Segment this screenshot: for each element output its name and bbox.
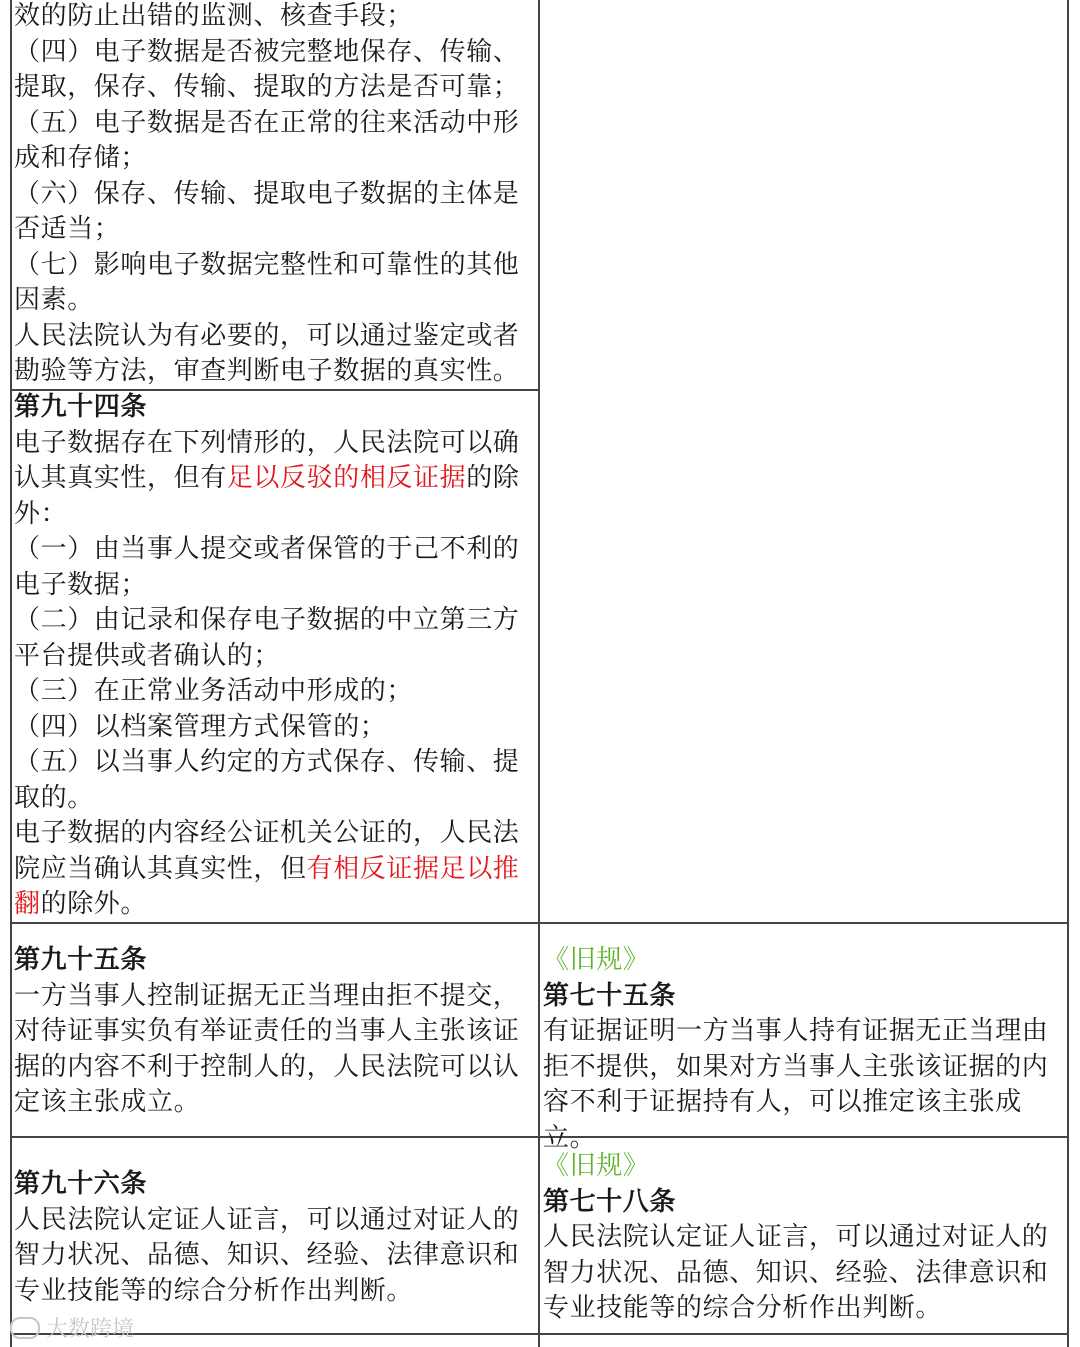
article-94-cell bbox=[14, 390, 536, 923]
list-item: （二）由记录和保存电子数据的中立第三方平台提供或者确认的； bbox=[14, 605, 520, 671]
watermark bbox=[10, 1312, 134, 1343]
table-border-middle bbox=[538, 0, 540, 1347]
article-text: 一方当事人控制证据无正当理由拒不提交，对待证事实负有举证责任的当事人主张该证据的内容不利于控制人的，人民法院可以认定该主张成立。 bbox=[14, 980, 520, 1117]
article-95-cell bbox=[14, 943, 536, 1121]
watermark-logo-icon bbox=[10, 1317, 40, 1339]
row1-left-cell bbox=[14, 0, 536, 390]
list-item: （五）以当事人约定的方式保存、传输、提取的。 bbox=[14, 747, 520, 813]
clause-line: （四）电子数据是否被完整地保存、传输、提取，保存、传输、提取的方法是否可靠； bbox=[14, 36, 520, 102]
list-item: （四）以档案管理方式保管的； bbox=[14, 711, 387, 742]
article-text: 人民法院认定证人证言，可以通过对证人的智力状况、品德、知识、经验、法律意识和专业技能等的综合分析作出判断。 bbox=[543, 1222, 1049, 1323]
table-border-left bbox=[10, 0, 12, 1347]
article-96-cell bbox=[14, 1167, 536, 1309]
old-rule-tag: 《旧规》 bbox=[543, 1151, 650, 1181]
article-title: 第七十五条 bbox=[543, 980, 677, 1011]
highlight-text: 有相反证据足以推翻 bbox=[14, 853, 520, 919]
article-text: 有证据证明一方当事人持有证据无正当理由拒不提供，如果对方当事人主张该证据的内容不利于证据持有人，可以推定该主张成立。 bbox=[543, 1016, 1049, 1153]
highlight-text: 足以反驳的相反证据 bbox=[226, 463, 467, 493]
clause-line: （七）影响电子数据完整性和可靠性的其他因素。 bbox=[14, 249, 520, 315]
list-item: （一）由当事人提交或者保管的于己不利的电子数据； bbox=[14, 534, 520, 600]
list-item: （三）在正常业务活动中形成的； bbox=[14, 676, 414, 706]
article-title: 第九十四条 bbox=[14, 392, 148, 422]
article-title: 第九十五条 bbox=[14, 945, 148, 975]
old-article-75-cell bbox=[543, 943, 1065, 1156]
watermark-text: 大数跨境 bbox=[46, 1317, 135, 1342]
row-divider bbox=[10, 1333, 1069, 1335]
old-rule-tag: 《旧规》 bbox=[543, 945, 650, 975]
old-article-78-cell bbox=[543, 1149, 1065, 1327]
article-paragraph: 电子数据的内容经公证机关公证的，人民法院应当确认其真实性，但有相反证据足以推翻的除外。 bbox=[14, 818, 520, 919]
clause-line: 效的防止出错的监测、核查手段； bbox=[14, 1, 414, 31]
table-border-right bbox=[1067, 0, 1069, 1347]
article-paragraph: 电子数据存在下列情形的，人民法院可以确认其真实性，但有足以反驳的相反证据的除外： bbox=[14, 427, 520, 529]
clause-line: 人民法院认为有必要的，可以通过鉴定或者勘验等方法，审查判断电子数据的真实性。 bbox=[14, 320, 520, 386]
clause-line: （五）电子数据是否在正常的往来活动中形成和存储； bbox=[14, 107, 520, 173]
article-title: 第七十八条 bbox=[543, 1186, 677, 1217]
clause-line: （六）保存、传输、提取电子数据的主体是否适当； bbox=[14, 178, 520, 244]
article-text: 人民法院认定证人证言，可以通过对证人的智力状况、品德、知识、经验、法律意识和专业技能等的综合分析作出判断。 bbox=[14, 1204, 520, 1306]
article-title: 第九十六条 bbox=[14, 1169, 148, 1199]
